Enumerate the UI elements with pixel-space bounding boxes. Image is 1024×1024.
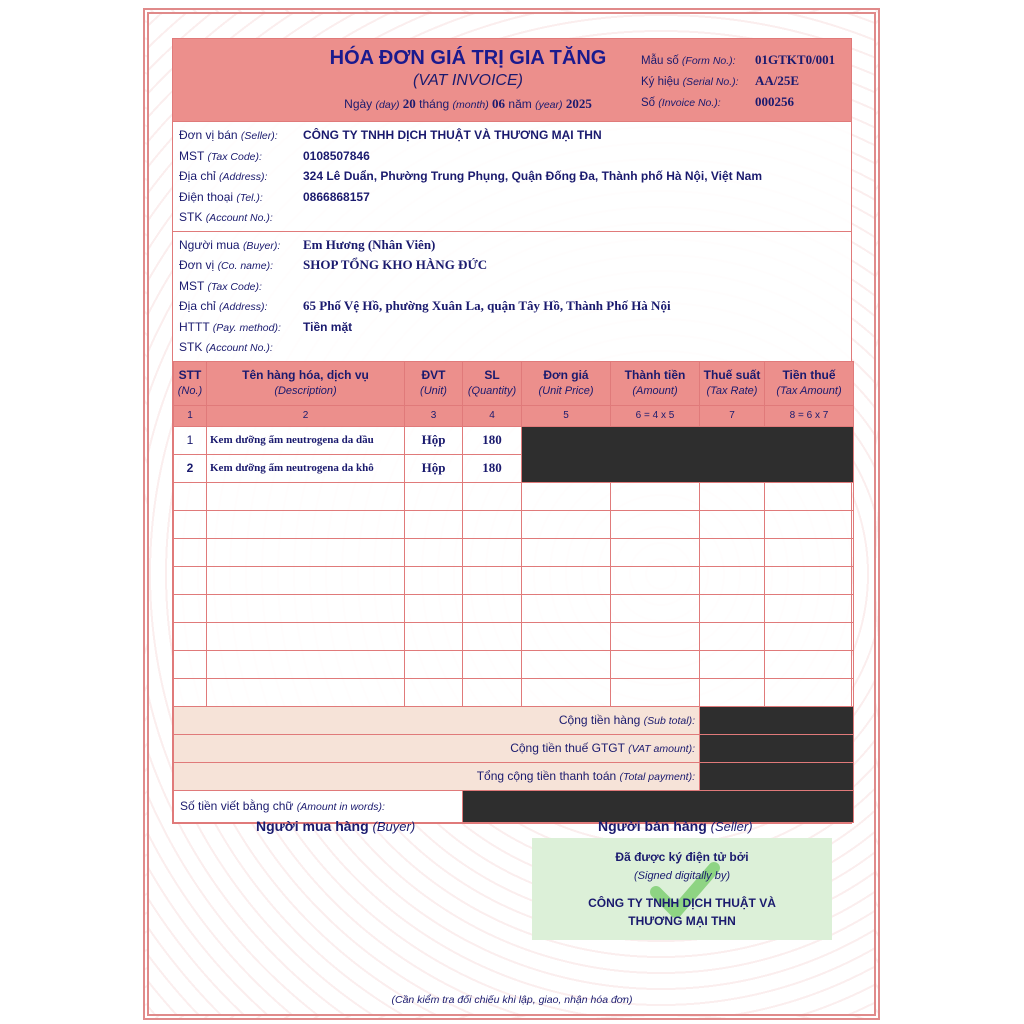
buyer-field: MST (Tax Code): [179, 278, 262, 293]
digital-signature-stamp [532, 838, 832, 940]
column-number: 8 = 6 x 7 [765, 405, 854, 426]
items-table [173, 361, 854, 823]
invoice-date: Ngày (day) 20 tháng (month) 06 năm (year) 2025 [344, 96, 592, 111]
seller-field: STK (Account No.): [179, 210, 273, 225]
table-row [174, 594, 854, 622]
column-header: ĐVT (Unit) [405, 361, 463, 405]
column-header: Tên hàng hóa, dịch vụ (Description) [207, 361, 405, 405]
column-header: Thuế suất (Tax Rate) [700, 361, 765, 405]
summary-row-subtotal: Cộng tiền hàng (Sub total): [174, 706, 854, 734]
column-header: STT (No.) [174, 361, 207, 405]
column-number: 6 = 4 x 5 [611, 405, 700, 426]
seller-field: MST (Tax Code): 0108507846 [179, 148, 370, 163]
invoice-no: Số (Invoice No.): 000256 [641, 94, 794, 109]
column-header: SL (Quantity) [463, 361, 522, 405]
table-row [174, 538, 854, 566]
buyer-field: Đơn vị (Co. name): SHOP TỔNG KHO HÀNG ĐỨC [179, 257, 488, 273]
summary-row-total: Tổng cộng tiền thanh toán (Total payment): [174, 762, 854, 790]
buyer-field: Địa chỉ (Address): 65 Phố Vệ Hồ, phường Xuân La, quận Tây Hồ, Thành Phố Hà Nội [179, 298, 671, 314]
table-row [174, 482, 854, 510]
column-number: 4 [463, 405, 522, 426]
signed-text-en: (Signed digitally by) [634, 870, 730, 882]
column-number: 1 [174, 405, 207, 426]
column-number: 5 [522, 405, 611, 426]
seller-signature-label: Người bán hàng (Seller) [598, 818, 753, 834]
serial-no: Ký hiệu (Serial No.): AA/25E [641, 73, 800, 88]
seller-field: Đơn vị bán (Seller): CÔNG TY TNHH DỊCH THUẬT VÀ THƯƠNG MẠI THN [179, 128, 602, 143]
seller-info [173, 121, 851, 231]
seller-field-value: 324 Lê Duẩn, Phường Trung Phụng, Quận Đống Đa, Thành phố Hà Nội, Việt Nam [303, 169, 763, 184]
amount-in-words-row: Số tiền viết bằng chữ (Amount in words): [174, 790, 854, 822]
table-row [174, 566, 854, 594]
column-header: Đơn giá (Unit Price) [522, 361, 611, 405]
table-row [174, 510, 854, 538]
column-number: 2 [207, 405, 405, 426]
invoice [172, 38, 852, 824]
table-row: 1 Kem dưỡng ẩm neutrogena da dầu Hộp 180 [174, 426, 854, 454]
seller-field-value: 0108507846 [303, 148, 370, 163]
buyer-info [173, 231, 851, 361]
buyer-field: STK (Account No.): [179, 340, 273, 355]
signer-name: CÔNG TY TNHH DỊCH THUẬT VÀ THƯƠNG MẠI THN [588, 896, 776, 928]
redacted-amounts [522, 426, 854, 482]
column-number: 3 [405, 405, 463, 426]
buyer-field: HTTT (Pay. method): Tiền mặt [179, 319, 353, 334]
signed-text: Đã được ký điện tử bởi [615, 850, 749, 864]
buyer-field-value: Tiền mặt [303, 319, 353, 334]
form-no: Mẫu số (Form No.): 01GTKT0/001 [641, 52, 836, 67]
table-row [174, 650, 854, 678]
redacted-value [700, 762, 854, 790]
column-number: 7 [700, 405, 765, 426]
column-header: Tiền thuế (Tax Amount) [765, 361, 854, 405]
seller-field-value: CÔNG TY TNHH DỊCH THUẬT VÀ THƯƠNG MẠI THN [303, 128, 602, 143]
table-row [174, 622, 854, 650]
seller-field: Địa chỉ (Address): 324 Lê Duẩn, Phường Trung Phụng, Quận Đống Đa, Thành phố Hà Nội, Việt Nam [179, 169, 763, 184]
buyer-field: Người mua (Buyer): Em Hương (Nhân Viên) [179, 236, 436, 252]
buyer-field-value: 65 Phố Vệ Hồ, phường Xuân La, quận Tây Hồ, Thành Phố Hà Nội [303, 298, 671, 314]
column-header: Thành tiền (Amount) [611, 361, 700, 405]
table-row [174, 678, 854, 706]
invoice-header [173, 39, 851, 121]
summary-row-vat: Cộng tiền thuế GTGT (VAT amount): [174, 734, 854, 762]
table-row: 2 Kem dưỡng ẩm neutrogena da khô Hộp 180 [174, 454, 854, 482]
redacted-value [700, 734, 854, 762]
buyer-field-value: SHOP TỔNG KHO HÀNG ĐỨC [303, 257, 488, 273]
buyer-field-value: Em Hương (Nhân Viên) [303, 236, 436, 252]
footer-note: (Cần kiểm tra đối chiếu khi lập, giao, nhận hóa đơn) [391, 994, 633, 1006]
seller-field-value: 0866868157 [303, 189, 370, 204]
invoice-title: HÓA ĐƠN GIÁ TRỊ GIA TĂNG [329, 47, 607, 69]
invoice-subtitle: (VAT INVOICE) [413, 72, 523, 89]
redacted-value [700, 706, 854, 734]
seller-field: Điện thoại (Tel.): 0866868157 [179, 189, 370, 204]
buyer-signature-label: Người mua hàng (Buyer) [256, 818, 416, 834]
